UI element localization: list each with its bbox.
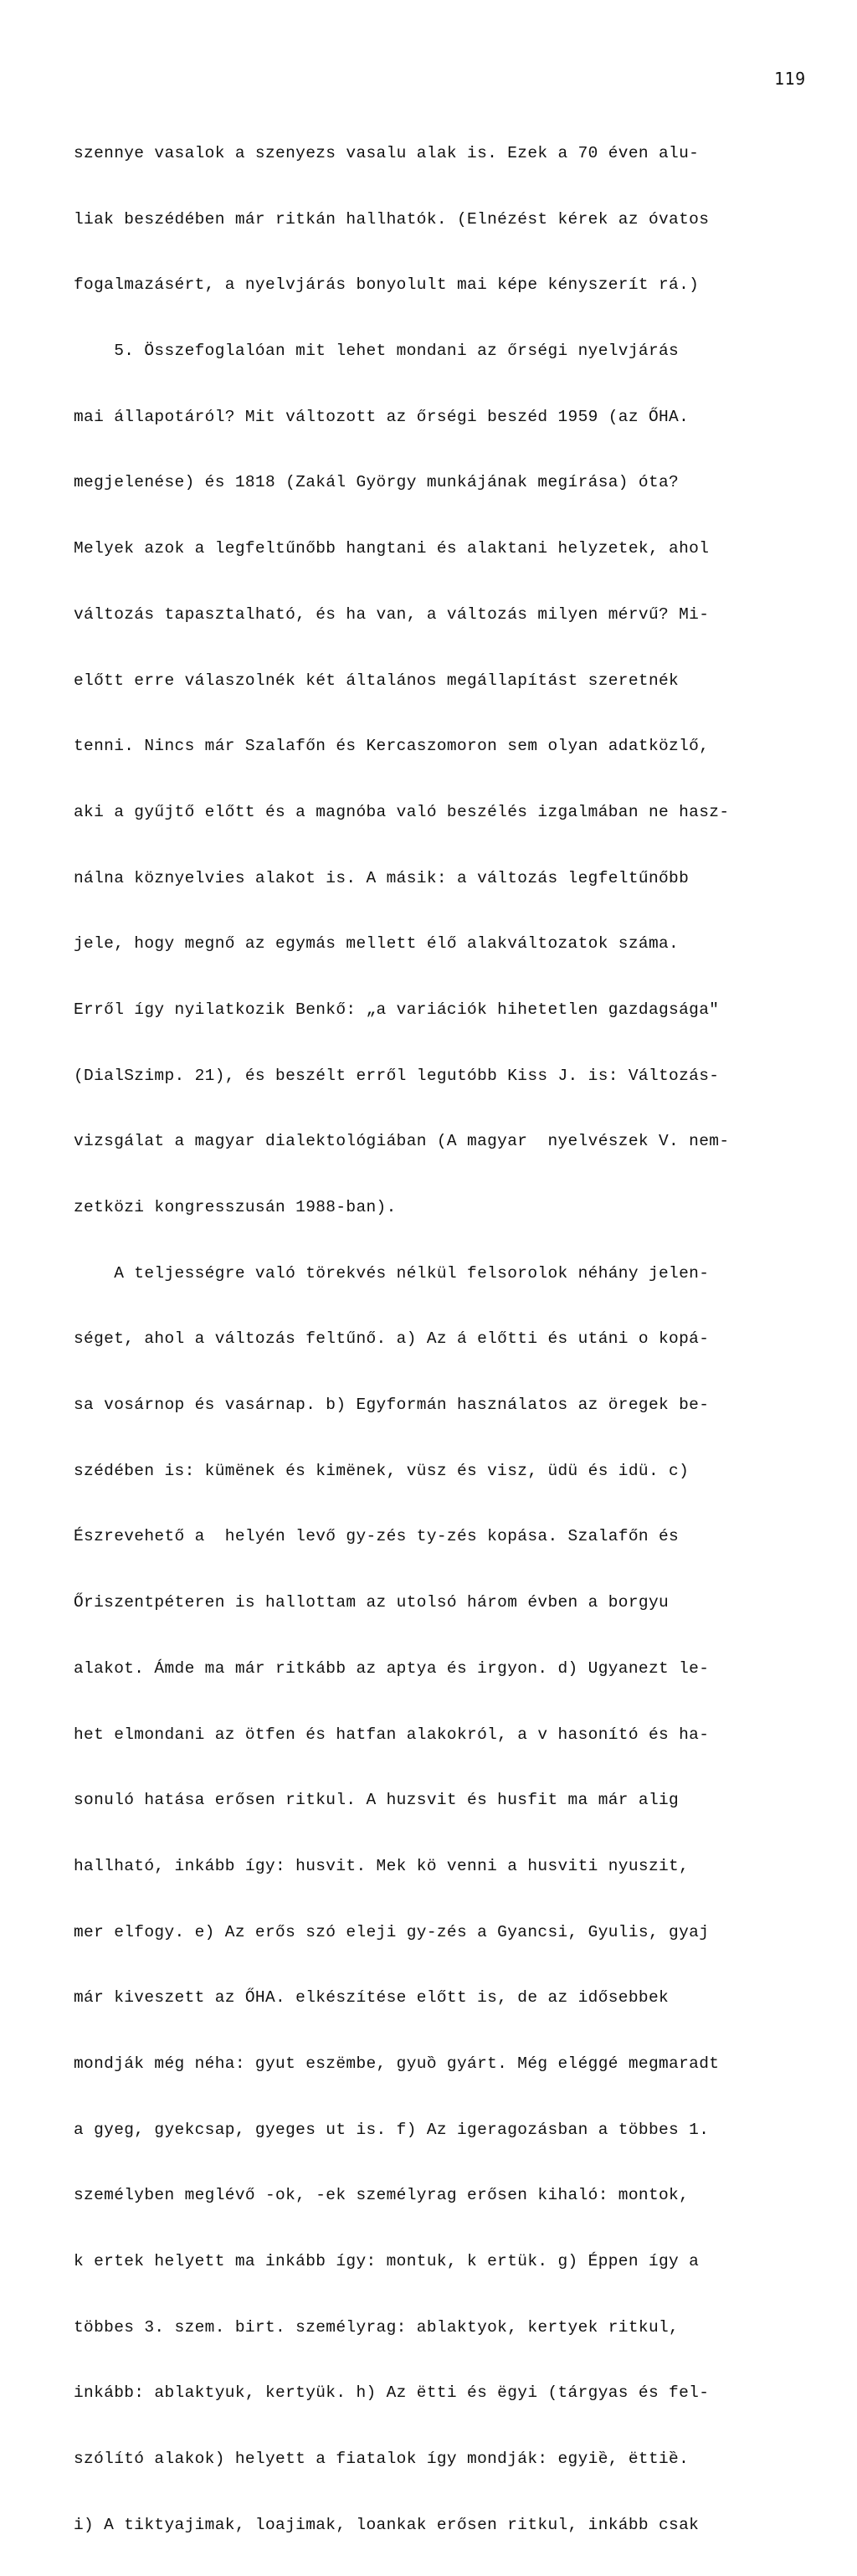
text-line: alakot. Ámde ma már ritkább az aptya és irgyon. d) Ugyanezt le- — [74, 1658, 710, 1678]
text-line: 5. Összefoglalóan mit lehet mondani az őrségi nyelvjárás — [74, 342, 680, 361]
text-line: megjelenése) és 1818 (Zakál György munkájának megírása) óta? — [74, 473, 680, 492]
text-line: Őriszentpéteren is hallottam az utolsó három évben a borgyu — [74, 1593, 670, 1612]
body-text — [74, 102, 793, 2576]
text-line: liak beszédében már ritkán hallhatók. (Elnézést kérek az óvatos — [74, 209, 710, 229]
text-line: Észrevehető a helyén levő gy-zés ty-zés kopása. Szalafőn és — [74, 1527, 680, 1546]
text-line: többes 3. szem. birt. személyrag: ablaktyok, kertyek ritkul, — [74, 2317, 680, 2337]
text-line: séget, ahol a változás feltűnő. a) Az á előtti és utáni o kopá- — [74, 1329, 710, 1349]
text-line: jele, hogy megnő az egymás mellett élő alakváltozatok száma. — [74, 934, 680, 954]
text-line: szennye vasalok a szenyezs vasalu alak is. Ezek a 70 éven alu- — [74, 144, 700, 162]
text-line: A teljességre való törekvés nélkül felsorolok néhány jelen- — [74, 1263, 710, 1283]
text-line: már kiveszett az ŐHA. elkészítése előtt is, de az idősebbek — [74, 1988, 670, 2008]
text-line: inkább: ablaktyuk, kertyük. h) Az ëtti és ëgyi (tárgyas és fel- — [74, 2383, 710, 2403]
text-line: Melyek azok a legfeltűnőbb hangtani és alaktani helyzetek, ahol — [74, 539, 710, 558]
text-line: tenni. Nincs már Szalafőn és Kercaszomoron sem olyan adatközlő, — [74, 737, 710, 756]
text-line: mai állapotáról? Mit változott az őrségi beszéd 1959 (az ŐHA. — [74, 407, 690, 426]
text-line: mer elfogy. e) Az erős szó eleji gy-zés a Gyancsi, Gyulis, gyaj — [74, 1922, 710, 1941]
text-line: zetközi kongresszusán 1988-ban). — [74, 1198, 397, 1216]
text-line: het elmondani az ötfen és hatfan alakokról, a v hasonító és ha- — [74, 1725, 710, 1744]
text-line: előtt erre válaszolnék két általános megállapítást szeretnék — [74, 671, 680, 690]
text-line: Erről így nyilatkozik Benkő: „a variációk hihetetlen gazdagsága" — [74, 1000, 720, 1019]
text-line: szédében is: kümënek és kimënek, vüsz és visz, üdü és idü. c) — [74, 1461, 690, 1480]
text-line: sa vosárnop és vasárnap. b) Egyformán használatos az öregek be- — [74, 1396, 710, 1415]
text-line: vizsgálat a magyar dialektológiában (A magyar nyelvészek V. nem- — [74, 1132, 730, 1151]
text-line: a gyeg, gyekcsap, gyeges ut is. f) Az igeragozásban a többes 1. — [74, 2120, 710, 2139]
text-line: változás tapasztalható, és ha van, a változás milyen mérvű? Mi- — [74, 604, 710, 624]
text-line: aki a gyűjtő előtt és a magnóba való beszélés izgalmában ne hasz- — [74, 802, 730, 821]
text-line: i) A tiktyajimak, loajimak, loankak erősen ritkul, inkább csak — [74, 2515, 700, 2534]
text-line: mondják még néha: gyut eszëmbe, gyuȍ gyárt. Még eléggé megmaradt — [74, 2054, 720, 2073]
text-line: k ertek helyett ma inkább így: montuk, k ertük. g) Éppen így a — [74, 2252, 700, 2270]
text-line: hallható, inkább így: husvit. Mek kö venni a husviti nyuszit, — [74, 1856, 690, 1875]
page-number: 119 — [774, 69, 806, 89]
text-line: személyben meglévő -ok, -ek személyrag erősen kihaló: montok, — [74, 2186, 690, 2205]
text-line: (DialSzimp. 21), és beszélt erről legutóbb Kiss J. is: Változás- — [74, 1066, 720, 1085]
text-line: fogalmazásért, a nyelvjárás bonyolult mai képe kényszerít rá.) — [74, 275, 700, 295]
text-line: sonuló hatása erősen ritkul. A huzsvit és husfit ma már alig — [74, 1791, 680, 1810]
text-line: nálna köznyelvies alakot is. A másik: a változás legfeltűnőbb — [74, 868, 690, 887]
text-line: szólító alakok) helyett a fiatalok így mondják: egyiȅ, ëttiȅ. — [74, 2450, 690, 2469]
